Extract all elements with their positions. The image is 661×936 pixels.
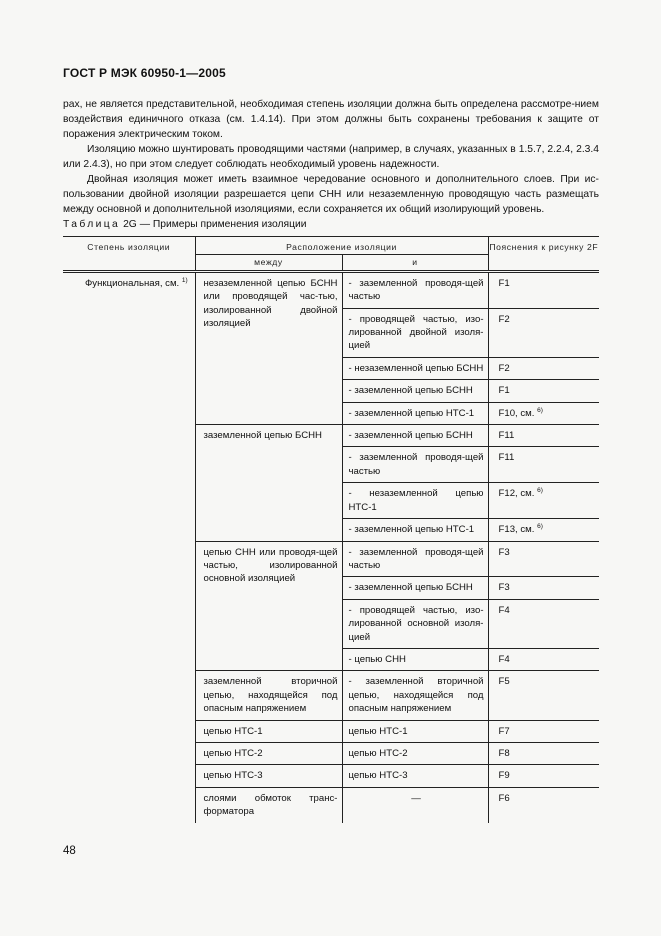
cell-figure [488,787,599,822]
figure-ref: F6 [498,792,510,804]
figure-ref: F8 [498,747,510,759]
figure-ref: F3 [498,582,510,594]
cell-figure [488,519,599,541]
table-row [63,271,599,308]
cell-figure [488,447,599,483]
cell-and: - заземленной цепью БСНН [342,380,488,402]
cell-and: - заземленной вторичной цепью, находящейся под опасным напряжением [342,671,488,720]
page-number: 48 [63,845,76,857]
header-explanation: Пояснения к рисунку 2F [488,237,599,272]
cell-and: цепью НТС-1 [342,720,488,742]
document-header: ГОСТ Р МЭК 60950-1—2005 [63,66,226,80]
figure-ref: F5 [498,676,510,688]
paragraph-2: Изоляцию можно шунтировать проводящими частями (например, в случаях, указанных в 1.5.7, 2.2.4, 2.3.4 или 2.4.3), но при этом следует соблюдать необходимый уровень надежности. [63,144,599,170]
cell-figure [488,720,599,742]
table-caption-number: 2G [123,219,137,230]
cell-and: цепью НТС-2 [342,742,488,764]
figure-ref: F12, см. [498,488,535,500]
figure-ref: F7 [498,725,510,737]
cell-figure [488,308,599,357]
figure-ref: F2 [498,362,510,374]
table-body [63,271,599,822]
cell-figure [488,271,599,308]
degree-text: Функциональная, см. [85,277,180,289]
header-and: и [342,255,488,271]
cell-figure [488,380,599,402]
cell-figure [488,425,599,447]
header-between: между [195,255,342,271]
cell-figure [488,483,599,519]
paragraph-1: рах, не является представительной, необходимая степень изоляции должна быть определена рассмотре-нием воздействия единичного отказа (см. 1.4.14). При этом должны быть сохранены требования к защите от поражения электрическим током. [63,99,599,140]
cell-figure [488,599,599,648]
cell-and: - цепью СНН [342,648,488,670]
figure-footnote: 6) [537,487,543,495]
figure-ref: F1 [498,385,510,397]
cell-and: - незаземленной цепью НТС-1 [342,483,488,519]
figure-ref: F3 [498,546,510,558]
cell-between: цепью НТС-1 [195,720,342,742]
table-caption-text: — Примеры применения изоляции [139,219,307,230]
cell-figure [488,577,599,599]
body-text [63,97,599,217]
cell-between: цепью СНН или проводя-щей частью, изолированной основной изоляцией [195,541,342,671]
cell-degree [63,271,195,822]
cell-and: - незаземленной цепью БСНН [342,357,488,379]
header-location: Расположение изоляции [195,237,488,255]
cell-and: - заземленной проводя-щей частью [342,541,488,577]
cell-and: - заземленной цепью НТС-1 [342,519,488,541]
cell-between: заземленной вторичной цепью, находящейся под опасным напряжением [195,671,342,720]
paragraph-3: Двойная изоляция может иметь взаимное чередование основного и дополнительного слоев. При ис-пользовании двойной изоляции разрешается цепи СНН или незаземленную проводящую часть размещать между основной и дополнительной изоляциями, если сохраняется их общий изолирующий уровень. [63,174,599,215]
header-degree: Степень изоляции [63,237,195,272]
cell-between: цепью НТС-3 [195,765,342,787]
cell-figure [488,402,599,424]
insulation-table [63,236,599,823]
figure-footnote: 6) [537,406,543,414]
cell-and: цепью НТС-3 [342,765,488,787]
cell-and: - заземленной цепью БСНН [342,425,488,447]
figure-footnote: 6) [537,523,543,531]
cell-figure [488,648,599,670]
cell-figure [488,765,599,787]
cell-between: заземленной цепью БСНН [195,425,342,541]
figure-ref: F9 [498,770,510,782]
figure-ref: F2 [498,313,510,325]
table-caption-label: Таблица [63,219,121,230]
cell-figure [488,541,599,577]
cell-and: - заземленной цепью НТС-1 [342,402,488,424]
figure-ref: F13, см. [498,524,535,536]
cell-and: - проводящей частью, изо-лированной основной изоля-цией [342,599,488,648]
cell-figure [488,742,599,764]
cell-figure [488,357,599,379]
cell-and: - проводящей частью, изо-лированной двойной изоля-цией [342,308,488,357]
cell-and: — [342,787,488,822]
cell-between: цепью НТС-2 [195,742,342,764]
figure-ref: F4 [498,653,510,665]
cell-and: - заземленной проводя-щей частью [342,447,488,483]
degree-footnote: 1) [181,276,188,284]
figure-ref: F10, см. [498,407,535,419]
cell-figure [488,671,599,720]
cell-between: слоями обмоток транс-форматора [195,787,342,822]
figure-ref: F11 [498,452,515,464]
cell-and: - заземленной цепью БСНН [342,577,488,599]
figure-ref: F1 [498,277,510,289]
cell-between: незаземленной цепью БСНН или проводящей час-тью, изолированной двойной изоляцией [195,271,342,424]
figure-ref: F4 [498,604,510,616]
figure-ref: F11 [498,430,515,442]
cell-and: - заземленной проводя-щей частью [342,271,488,308]
table-caption [63,219,307,230]
